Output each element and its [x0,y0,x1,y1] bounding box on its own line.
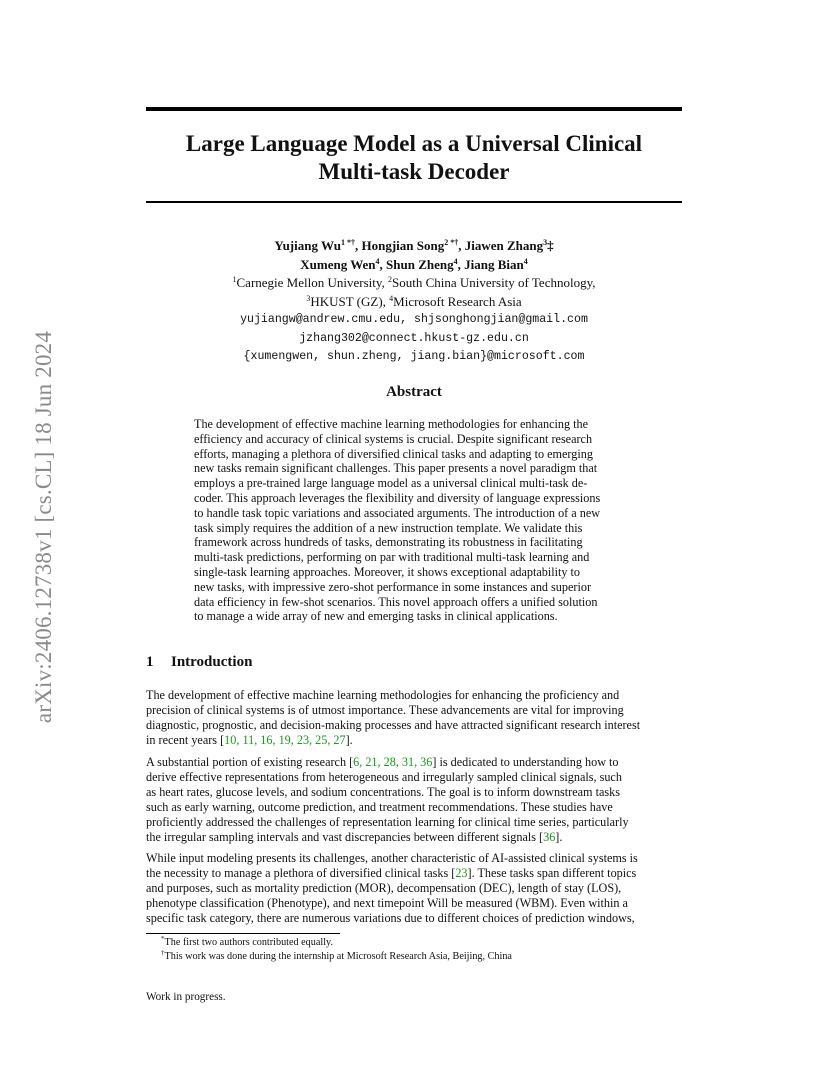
author-email: {xumengwen, shun.zheng, jiang.bian}@microsoft.com [243,350,585,363]
citation-link[interactable]: 6, 21, 28, 31, 36 [353,755,433,769]
work-in-progress-note: Work in progress. [146,991,226,1003]
author-separator: , [458,238,465,253]
author-affiliation-mark: 4 [523,256,528,266]
affiliation-mark: 2 [388,275,393,284]
paragraph-line [146,733,682,748]
paragraph-line: diagnostic, prognostic, and decision-making processes and have attracted significant research interest [146,717,641,732]
author-email: yujiangw@andrew.cmu.edu, shjsonghongjian@gmail.com [240,313,588,326]
citation-link[interactable]: 23 [455,865,468,880]
section-heading [146,654,252,671]
text: the irregular sampling intervals and vast discrepancies between different signals [ [146,829,544,844]
abstract-line: new tasks, with impressive zero-shot performance in some instances and superior [194,579,591,594]
author-mark: ‡ [547,238,554,253]
paragraph-line: derive effective representations from heterogeneous and irregularly sampled clinical signals, such [146,769,622,784]
abstract-line: The development of effective machine learning methodologies for enhancing the [194,417,589,431]
affiliation: Carnegie Mellon University, [236,275,389,290]
paragraph-line: and purposes, such as mortality prediction (MOR), decompensation (DEC), length of stay (LOS), [146,880,622,895]
citation-link[interactable]: 36 [543,829,556,844]
paragraph [146,851,682,926]
paragraph-line: While input modeling presents its challenges, another characteristic of AI-assisted clinical systems is [146,851,638,865]
paragraph [146,688,682,748]
abstract-line: data efficiency in few-shot scenarios. This novel approach offers a unified solution [194,594,598,609]
affiliation-line [146,293,682,312]
citation-link[interactable]: 10, 11, 16, 19, 23, 25, 27 [224,732,346,747]
abstract-line: efficiency and accuracy of clinical systems is crucial. Despite significant research [194,431,593,446]
text: ]. [555,829,563,844]
section-title: Introduction [171,654,253,670]
paragraph-line: The development of effective machine learning methodologies for enhancing the proficiency and [146,688,620,702]
paragraph-line: precision of clinical systems is of utmost importance. These advancements are vital for improving [146,702,624,717]
abstract-line: efforts, managing a plethora of diversified clinical tasks and adapting to emerging [194,446,593,461]
paragraph-line: proficiently addressed the challenges of representation learning for clinical time series, particularly [146,814,629,829]
paragraph-line: specific task category, there are numerous variations due to different choices of prediction windows, [146,910,635,925]
footnote-mark: † [161,949,165,957]
abstract-body [194,417,634,624]
author-affiliation-mark: 4 [453,256,458,266]
abstract-line: coder. This approach leverages the flexibility and diversity of language expressions [194,490,601,505]
author-affiliation-mark: 1 *† [340,238,355,247]
abstract-line: multi-task predictions, performing on par with traditional multi-task learning and [194,550,590,565]
text: in recent years [ [146,732,225,747]
paragraph [146,755,682,844]
author-affiliation-mark: 3 [543,238,548,247]
author-name: Yujiang Wu [274,238,341,253]
author-affiliation-mark: 4 [375,256,380,266]
author-email: jzhang302@connect.hkust-gz.edu.cn [299,331,529,345]
text: A substantial portion of existing research [ [146,755,354,769]
author-separator: , [379,256,387,272]
title-line: Large Language Model as a Universal Clinical [185,131,643,156]
paragraph-line: such as early warning, outcome prediction, and treatment recommendations. These studies have [146,799,613,814]
affiliation-mark: 3 [306,293,311,303]
author-name: Jiawen Zhang [464,238,544,253]
paragraph-line [146,866,682,881]
affiliation: South China University of Technology, [392,275,596,290]
abstract-line: new tasks remain significant challenges. This paper presents a novel paradigm that [194,461,598,476]
abstract-line: single-task learning approaches. Moreover, it shows exceptional adaptability to [194,564,581,579]
title-top-rule [146,107,682,111]
text: ]. These tasks span different topics [467,865,637,880]
title-line: Multi-task Decoder [318,159,510,184]
footnote-rule [146,933,340,934]
paragraph-line: phenotype classification (Phenotype), and next timepoint Will be measured (WBM). Even within a [146,895,628,910]
footnote-text: The first two authors contributed equally. [164,937,334,948]
author-affiliation-mark: 2 *† [444,238,459,247]
author-name: Hongjian Song [361,238,445,253]
paragraph-line [146,830,682,845]
footnote-mark: * [161,935,165,943]
paragraph-line: as heart rates, glucose levels, and sodium concentrations. The goal is to inform downstream tasks [146,784,620,799]
affiliation: Microsoft Research Asia [393,293,522,309]
author-block [146,237,682,367]
arxiv-side-identifier: arXiv:2406.12738v1 [cs.CL] 18 Jun 2024 [31,330,56,724]
author-name: Xumeng Wen [300,256,376,272]
footnotes [161,936,512,964]
text: the necessity to manage a plethora of diversified clinical tasks [ [146,865,456,880]
author-line [146,256,682,275]
author-line [146,237,682,256]
affiliation-mark: 1 [232,275,237,284]
abstract-line: employs a pre-trained large language model as a universal clinical multi-task de- [194,476,588,491]
author-name: Jiang Bian [464,256,524,272]
author-separator: , [354,238,362,253]
paragraph-line [146,755,682,770]
affiliation-line [146,274,682,293]
paper-title [146,130,682,186]
abstract-line: to handle task topic variations and associated arguments. The introduction of a new [194,505,601,520]
title-bottom-rule [146,201,682,203]
section-number: 1 [146,654,154,670]
footnote-text: This work was done during the internship at Microsoft Research Asia, Beijing, China [164,951,512,962]
text: ]. [345,732,353,747]
author-separator: , [457,256,465,272]
text: ] is dedicated to understanding how to [432,755,619,769]
abstract-line: framework across hundreds of tasks, demonstrating its robustness in facilitating [194,535,583,550]
author-name: Shun Zheng [386,256,454,272]
affiliation-mark: 4 [389,293,394,303]
affiliation: HKUST (GZ), [310,293,390,309]
abstract-line: task simply requires the addition of a new instruction template. We validate this [194,520,583,535]
abstract-line: to manage a wide array of new and emerging tasks in clinical applications. [194,609,558,624]
footnote [161,936,512,950]
footnote [161,950,512,964]
abstract-heading: Abstract [386,384,442,400]
